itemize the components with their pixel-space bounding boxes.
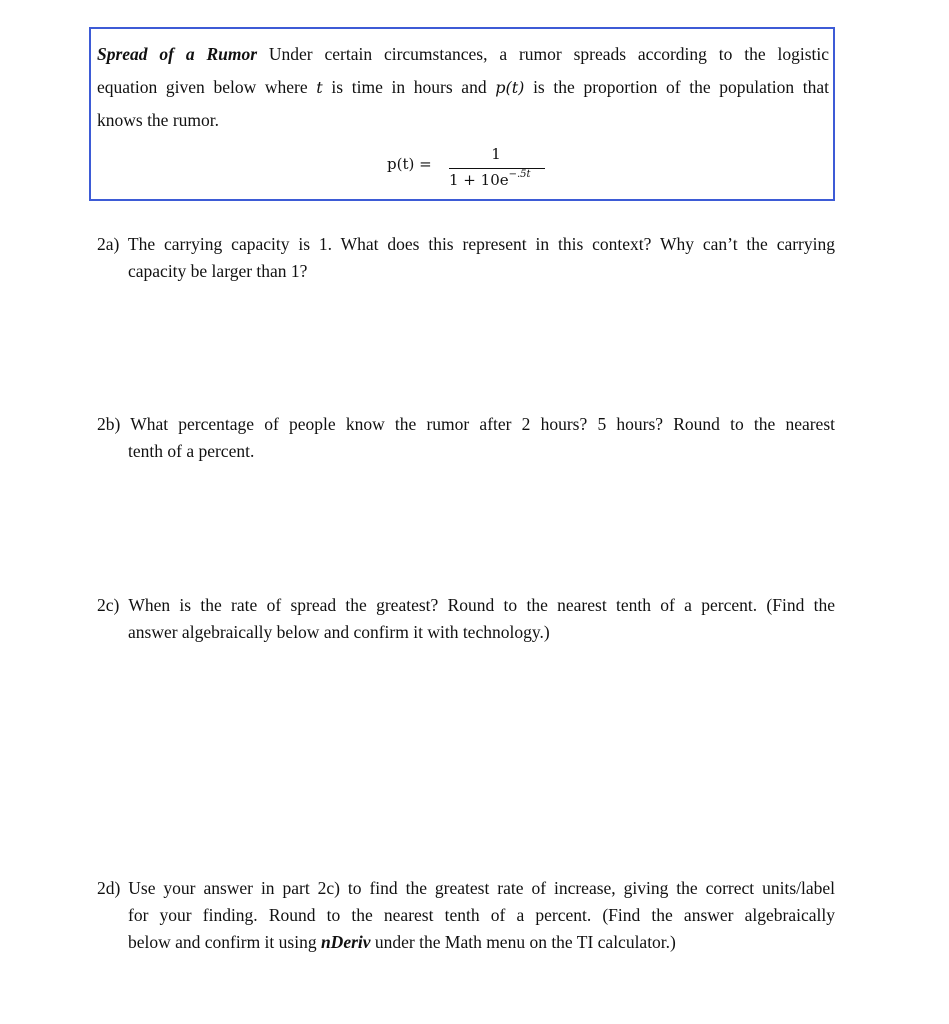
question-2c bbox=[97, 592, 835, 646]
intro-line-1-text: Under certain circumstances, a rumor spreads according to the logistic bbox=[257, 44, 829, 64]
intro-line-2 bbox=[97, 71, 829, 104]
intro-line-2-text-c: is the proportion of the population that bbox=[524, 77, 830, 97]
question-2d bbox=[97, 875, 835, 956]
intro-line-1 bbox=[97, 38, 829, 71]
question-2c-line-2: answer algebraically below and confirm it with technology.) bbox=[128, 622, 550, 642]
formula-numerator: 1 bbox=[491, 145, 501, 163]
question-2d-line-3-text-b: under the Math menu on the TI calculator.) bbox=[370, 932, 676, 952]
intro-paragraph bbox=[97, 38, 829, 137]
variable-t: t bbox=[316, 78, 323, 97]
question-2d-line-3 bbox=[97, 929, 835, 956]
intro-line-2-text-a: equation given below where bbox=[97, 77, 317, 97]
formula-lhs: p(t) = bbox=[387, 155, 432, 173]
question-2a bbox=[97, 231, 835, 285]
formula-exponent: −.5t bbox=[508, 169, 531, 180]
formula-denominator bbox=[449, 171, 531, 189]
question-2d-line-2: for your finding. Round to the nearest tenth of a percent. (Find the answer algebraically bbox=[128, 905, 835, 925]
intro-line-3: knows the rumor. bbox=[97, 110, 220, 130]
logistic-formula bbox=[387, 145, 567, 193]
nderiv-term: nDeriv bbox=[320, 932, 371, 952]
question-2d-line-1: 2d) Use your answer in part 2c) to find the greatest rate of increase, giving the correct units/label bbox=[97, 878, 835, 898]
intro-title: Spread of a Rumor bbox=[97, 44, 258, 64]
question-2b bbox=[97, 411, 835, 465]
question-2b-line-1: 2b) What percentage of people know the rumor after 2 hours? 5 hours? Round to the nearest bbox=[97, 414, 835, 434]
question-2a-line-2: capacity be larger than 1? bbox=[128, 261, 308, 281]
question-2d-line-3-text-a: below and confirm it using bbox=[128, 932, 321, 952]
intro-line-2-text-b: is time in hours and bbox=[322, 77, 496, 97]
intro-box bbox=[89, 27, 835, 201]
formula-denominator-base: 1 + 10e bbox=[449, 171, 509, 189]
question-2a-line-1: 2a) The carrying capacity is 1. What does this represent in this context? Why can’t the carrying bbox=[97, 234, 835, 254]
variable-p-of-t: p(t) bbox=[495, 78, 525, 97]
question-2b-line-2: tenth of a percent. bbox=[128, 441, 255, 461]
question-2c-line-1: 2c) When is the rate of spread the greatest? Round to the nearest tenth of a percent. (Find the bbox=[97, 595, 835, 615]
